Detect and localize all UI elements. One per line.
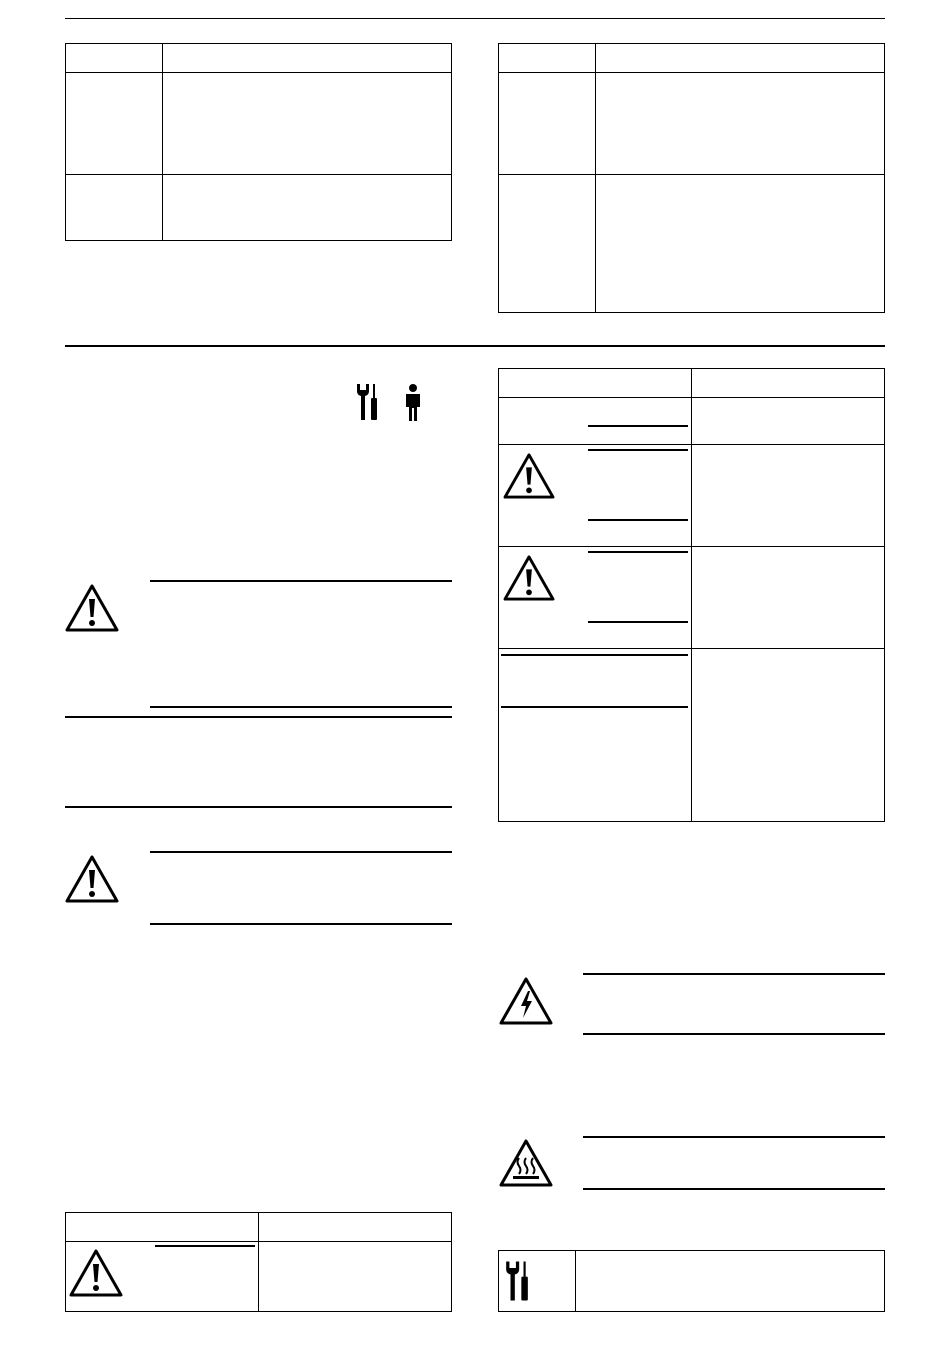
right-middle-table [498,368,885,822]
table-cell [499,649,692,822]
table-cell [163,73,452,175]
table-cell [692,445,885,547]
table-cell [499,44,596,73]
cell-rule [501,654,688,656]
wrench-screwdriver-icon [355,382,379,422]
warning-rule-top [583,1136,885,1138]
table-cell [596,175,885,313]
warning-triangle-icon [502,554,556,602]
warning-rule-bottom [583,1188,885,1190]
table-cell [499,398,692,445]
warning-rule-top [150,580,452,582]
warning-rule-top [150,851,452,853]
table-cell [692,398,885,445]
cell-rule [501,706,688,708]
hot-surface-icon [498,1138,554,1188]
cell-rule [588,519,688,521]
top-right-table [498,43,885,313]
table-cell [692,369,885,398]
wrench-screwdriver-icon [504,1258,530,1304]
electric-hazard-icon [498,976,554,1026]
table-cell [66,1213,259,1242]
note-rule-bottom [65,806,452,808]
table-cell [499,369,692,398]
table-cell [163,175,452,241]
warning-rule-bottom [150,706,452,708]
warning-triangle-icon [64,583,120,633]
warning-rule-bottom [150,923,452,925]
table-cell [692,649,885,822]
table-cell [596,73,885,175]
bottom-right-table [498,1250,885,1312]
table-cell [499,175,596,313]
table-cell [596,44,885,73]
cell-rule [588,425,688,427]
table-cell [692,547,885,649]
warning-triangle-icon [502,452,556,500]
table-cell [66,73,163,175]
table-cell [66,44,163,73]
section-divider [65,345,885,347]
table-cell [259,1242,452,1312]
table-cell [163,44,452,73]
table-cell [576,1251,885,1312]
note-rule-top [65,716,452,718]
warning-rule-top [583,973,885,975]
cell-rule [155,1245,255,1247]
warning-triangle-icon [68,1248,124,1298]
cell-rule [588,449,688,451]
table-cell [66,175,163,241]
table-cell [259,1213,452,1242]
header-rule [65,18,885,19]
top-left-table [65,43,452,241]
person-icon [403,383,423,423]
warning-rule-bottom [583,1033,885,1035]
warning-triangle-icon [64,854,120,904]
cell-rule [588,551,688,553]
cell-rule [588,621,688,623]
table-cell [499,73,596,175]
